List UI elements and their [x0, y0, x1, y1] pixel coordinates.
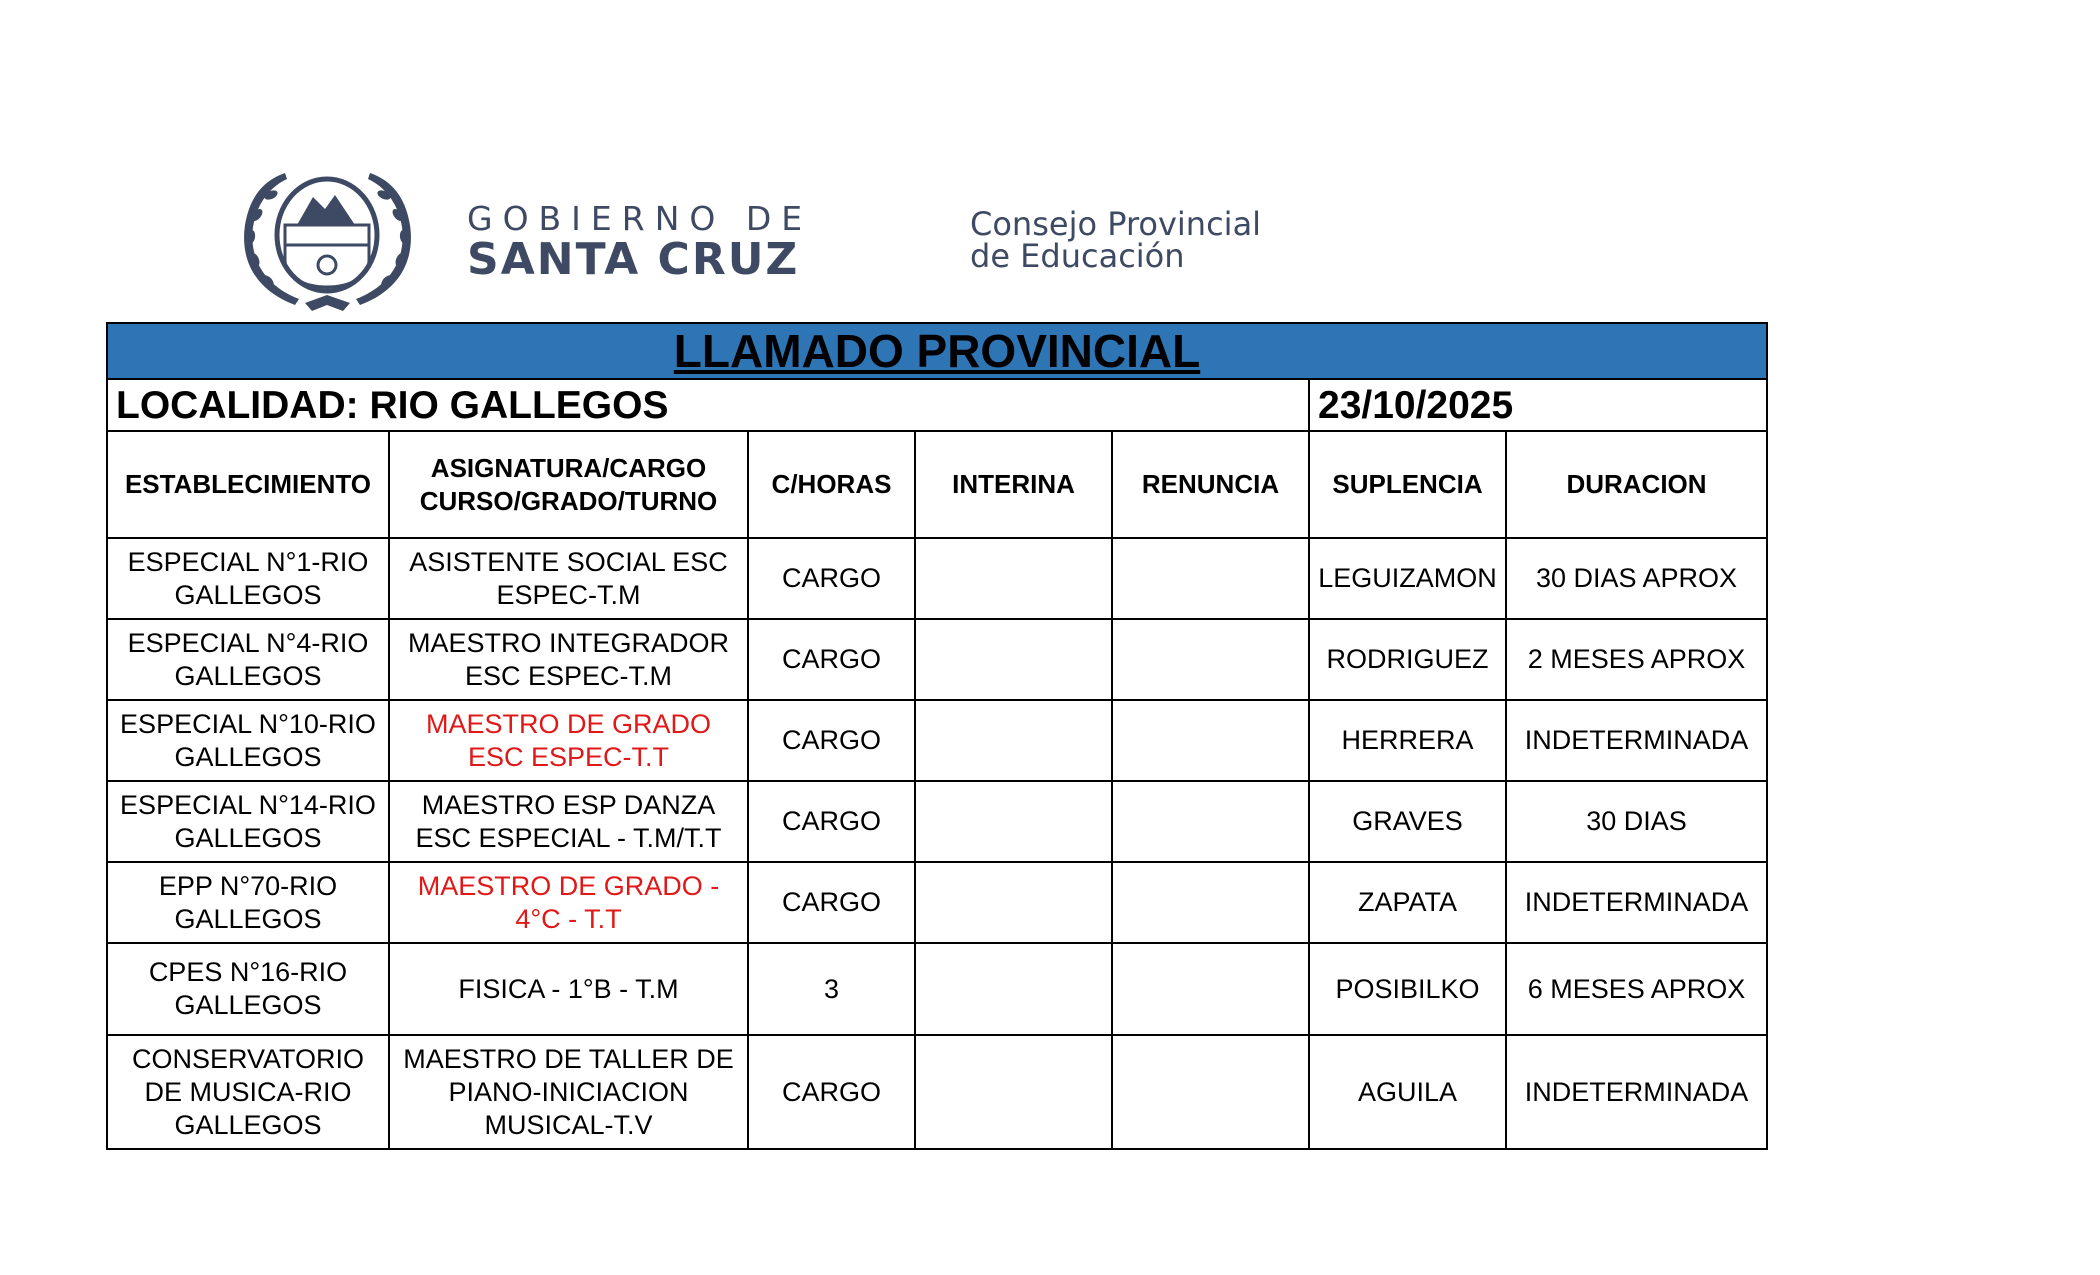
- cell-establecimiento: ESPECIAL N°4-RIO GALLEGOS: [107, 619, 389, 700]
- council-line-1: Consejo Provincial: [970, 205, 1262, 243]
- cell-establecimiento: ESPECIAL N°10-RIO GALLEGOS: [107, 700, 389, 781]
- council-line-2: de Educación: [970, 237, 1185, 275]
- cell-asignatura: MAESTRO INTEGRADOR ESC ESPEC-T.M: [389, 619, 748, 700]
- cell-establecimiento: EPP N°70-RIO GALLEGOS: [107, 862, 389, 943]
- government-line-1: GOBIERNO DE: [467, 199, 813, 238]
- cell-suplencia: AGUILA: [1309, 1035, 1506, 1149]
- cell-suplencia: GRAVES: [1309, 781, 1506, 862]
- table-row: [107, 700, 1767, 781]
- cell-duracion: INDETERMINADA: [1506, 862, 1767, 943]
- cell-horas: CARGO: [748, 1035, 915, 1149]
- table-row: [107, 538, 1767, 619]
- cell-renuncia: [1112, 619, 1309, 700]
- cell-suplencia: POSIBILKO: [1309, 943, 1506, 1035]
- cell-duracion: 6 MESES APROX: [1506, 943, 1767, 1035]
- table-row: [107, 1035, 1767, 1149]
- locality-label: LOCALIDAD: RIO GALLEGOS: [107, 379, 1309, 431]
- col-horas: C/HORAS: [748, 431, 915, 538]
- table-row: [107, 862, 1767, 943]
- cell-renuncia: [1112, 781, 1309, 862]
- col-suplencia: SUPLENCIA: [1309, 431, 1506, 538]
- cell-renuncia: [1112, 862, 1309, 943]
- cell-interina: [915, 1035, 1112, 1149]
- government-line-2: SANTA CRUZ: [467, 234, 800, 285]
- cell-suplencia: RODRIGUEZ: [1309, 619, 1506, 700]
- cell-establecimiento: CONSERVATORIO DE MUSICA-RIO GALLEGOS: [107, 1035, 389, 1149]
- cell-asignatura: MAESTRO DE TALLER DE PIANO-INICIACION MUSICAL-T.V: [389, 1035, 748, 1149]
- cell-renuncia: [1112, 1035, 1309, 1149]
- cell-renuncia: [1112, 943, 1309, 1035]
- cell-interina: [915, 700, 1112, 781]
- cell-interina: [915, 538, 1112, 619]
- col-asignatura: ASIGNATURA/CARGO CURSO/GRADO/TURNO: [389, 431, 748, 538]
- cell-suplencia: HERRERA: [1309, 700, 1506, 781]
- cell-asignatura-highlighted: MAESTRO DE GRADO - 4°C - T.T: [389, 862, 748, 943]
- table-title: LLAMADO PROVINCIAL: [107, 323, 1767, 379]
- table-row: [107, 781, 1767, 862]
- council-logo-text: [970, 205, 1262, 275]
- col-duracion: DURACION: [1506, 431, 1767, 538]
- cell-interina: [915, 943, 1112, 1035]
- cell-establecimiento: ESPECIAL N°14-RIO GALLEGOS: [107, 781, 389, 862]
- date-label: 23/10/2025: [1309, 379, 1767, 431]
- santa-cruz-seal-logo: [235, 165, 420, 315]
- cell-duracion: INDETERMINADA: [1506, 1035, 1767, 1149]
- cell-duracion: INDETERMINADA: [1506, 700, 1767, 781]
- cell-duracion: 30 DIAS: [1506, 781, 1767, 862]
- cell-renuncia: [1112, 700, 1309, 781]
- table-row: [107, 619, 1767, 700]
- col-renuncia: RENUNCIA: [1112, 431, 1309, 538]
- table-row: [107, 943, 1767, 1035]
- cell-suplencia: ZAPATA: [1309, 862, 1506, 943]
- call-table: [106, 322, 1768, 1150]
- cell-interina: [915, 619, 1112, 700]
- column-header-row: [107, 431, 1767, 538]
- cell-horas: CARGO: [748, 700, 915, 781]
- cell-asignatura: ASISTENTE SOCIAL ESC ESPEC-T.M: [389, 538, 748, 619]
- cell-establecimiento: ESPECIAL N°1-RIO GALLEGOS: [107, 538, 389, 619]
- cell-horas: CARGO: [748, 862, 915, 943]
- cell-renuncia: [1112, 538, 1309, 619]
- cell-suplencia: LEGUIZAMON: [1309, 538, 1506, 619]
- cell-asignatura-highlighted: MAESTRO DE GRADO ESC ESPEC-T.T: [389, 700, 748, 781]
- cell-asignatura: MAESTRO ESP DANZA ESC ESPECIAL - T.M/T.T: [389, 781, 748, 862]
- cell-horas: 3: [748, 943, 915, 1035]
- cell-horas: CARGO: [748, 781, 915, 862]
- col-interina: INTERINA: [915, 431, 1112, 538]
- cell-duracion: 30 DIAS APROX: [1506, 538, 1767, 619]
- cell-establecimiento: CPES N°16-RIO GALLEGOS: [107, 943, 389, 1035]
- cell-duracion: 2 MESES APROX: [1506, 619, 1767, 700]
- page-header: [235, 160, 1385, 320]
- cell-interina: [915, 781, 1112, 862]
- government-logo-text: [467, 199, 813, 285]
- cell-asignatura: FISICA - 1°B - T.M: [389, 943, 748, 1035]
- cell-horas: CARGO: [748, 538, 915, 619]
- cell-horas: CARGO: [748, 619, 915, 700]
- col-establecimiento: ESTABLECIMIENTO: [107, 431, 389, 538]
- cell-interina: [915, 862, 1112, 943]
